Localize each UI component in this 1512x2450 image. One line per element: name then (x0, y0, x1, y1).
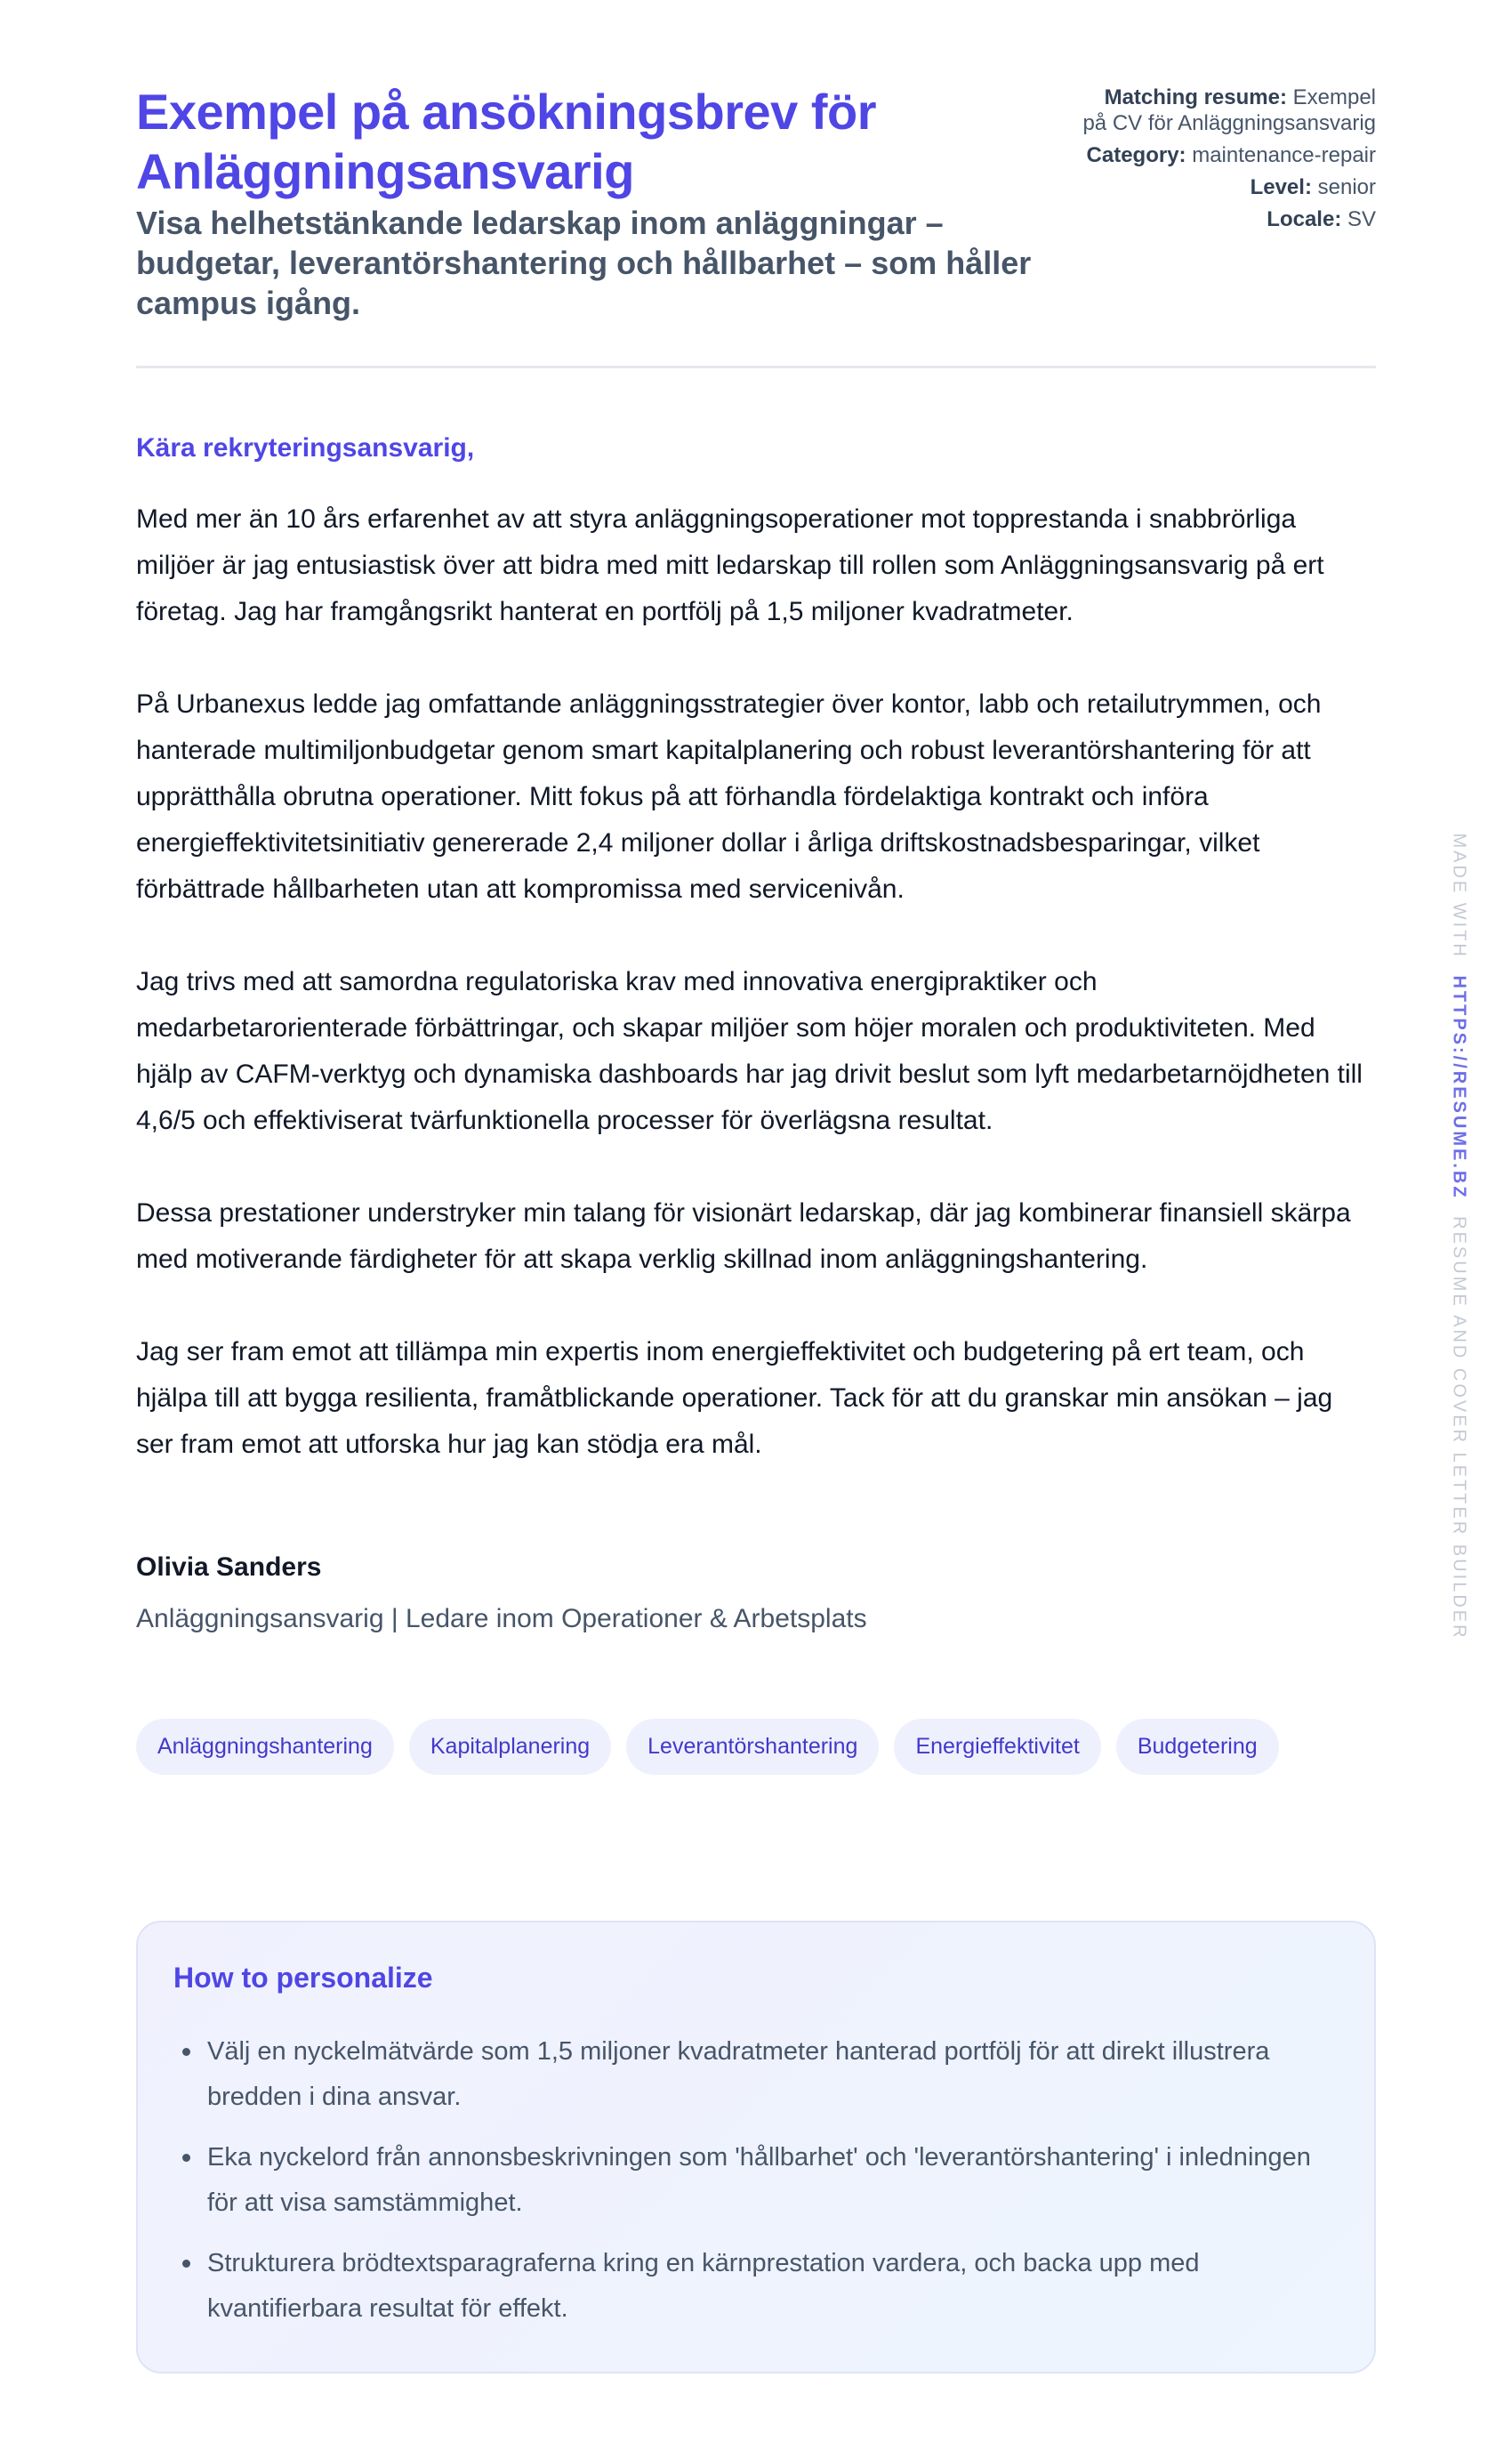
skill-tag: Anläggningshantering (136, 1719, 394, 1775)
meta-panel (1082, 85, 1376, 238)
watermark-prefix: MADE WITH (1449, 833, 1469, 959)
meta-label: Locale: (1267, 207, 1342, 231)
tips-item (207, 2029, 1339, 2120)
bullet-icon (182, 2154, 190, 2162)
meta-label: Matching resume: (1104, 85, 1287, 109)
meta-value: SV (1347, 207, 1376, 231)
signature-block (136, 1550, 1376, 1637)
meta-locale (1082, 206, 1376, 232)
tips-item (207, 2241, 1339, 2332)
meta-matching-resume (1082, 85, 1376, 136)
header-left (136, 82, 1061, 323)
watermark-link[interactable]: HTTPS://RESUME.BZ (1449, 975, 1469, 1200)
skill-tag: Budgetering (1116, 1719, 1279, 1775)
meta-label: Level: (1250, 175, 1312, 199)
letter-paragraph: Med mer än 10 års erfarenhet av att styra anläggningsoperationer mot topprestanda i snabbrörliga miljöer är jag entusiastisk över att bidra med mitt ledarskap till rollen som Anläggningsansvarig på ert företag. Jag har framgångsrikt hanterat en portfölj på 1,5 miljoner kvadratmeter. (136, 504, 1324, 626)
page-header (136, 0, 1376, 321)
skill-tag: Energieffektivitet (894, 1719, 1100, 1775)
letter-body (136, 431, 1376, 1775)
tips-item-text: Eka nyckelord från annonsbeskrivningen som 'hållbarhet' och 'leverantörshantering' i inledningen för att visa samstämmighet. (207, 2143, 1311, 2217)
bullet-icon (182, 2048, 190, 2056)
meta-category (1082, 142, 1376, 168)
meta-label: Category: (1086, 143, 1186, 167)
cover-letter-page (136, 0, 1376, 2323)
letter-paragraph: På Urbanexus ledde jag omfattande anläggningsstrategier över kontor, labb och retailutrymmen, och hanterade multimiljonbudgetar genom smart kapitalplanering och robust leverantörshantering för att upprätthålla obrutna operationer. Mitt fokus på att förhandla fördelaktiga kontrakt och införa energieffektivitetsinitiativ genererade 2,4 miljoner dollar i årliga driftskostnadsbesparingar, vilket förbättrade hållbarheten utan att kompromissa med servicenivån. (136, 689, 1322, 904)
letter-paragraph: Dessa prestationer understryker min talang för visionärt ledarskap, där jag kombinerar finansiell skärpa med motiverande färdigheter för att skapa verklig skillnad inom anläggningshantering. (136, 1198, 1351, 1274)
header-divider (136, 366, 1376, 368)
meta-level (1082, 174, 1376, 200)
tips-title: How to personalize (173, 1962, 433, 1994)
letter-paragraph: Jag trivs med att samordna regulatoriska krav med innovativa energipraktiker och medarbetarorienterade förbättringar, och skapar miljöer som höjer moralen och produktiviteten. Med hjälp av CAFM-verktyg och dynamiska dashboards har jag drivit beslut som lyft medarbetarnöjdheten till 4,6/5 och effektiviserat tvärfunktionella processer för överlägsna resultat. (136, 967, 1363, 1135)
page-title: Exempel på ansökningsbrev för Anläggningsansvarig (136, 84, 876, 199)
skill-tag: Leverantörshantering (626, 1719, 879, 1775)
skill-tag: Kapitalplanering (409, 1719, 611, 1775)
skill-tags (136, 1719, 1376, 1775)
personalize-tips-box (136, 1921, 1376, 2373)
page-subtitle: Visa helhetstänkande ledarskap inom anläggningar – budgetar, leverantörshantering och hållbarhet – som håller campus igång. (136, 205, 1032, 321)
tips-item-text: Välj en nyckelmätvärde som 1,5 miljoner kvadratmeter hanterad portfölj för att direkt illustrera bredden i dina ansvar. (207, 2037, 1270, 2111)
signature-title: Anläggningsansvarig | Ledare inom Operationer & Arbetsplats (136, 1604, 867, 1633)
letter-greeting: Kära rekryteringsansvarig, (136, 433, 475, 463)
bullet-icon (182, 2260, 190, 2268)
letter-paragraph: Jag ser fram emot att tillämpa min expertis inom energieffektivitet och budgetering på ert team, och hjälpa till att bygga resilienta, framåtblickande operationer. Tack för att du granskar min ansökan – jag ser fram emot att utforska hur jag kan stödja era mål. (136, 1337, 1333, 1459)
meta-value: maintenance-repair (1192, 143, 1376, 167)
tips-item-text: Strukturera brödtextsparagraferna kring en kärnprestation vardera, och backa upp med kvantifierbara resultat för effekt. (207, 2249, 1200, 2323)
signature-name: Olivia Sanders (136, 1552, 322, 1582)
tips-item (207, 2135, 1339, 2226)
watermark-suffix: RESUME AND COVER LETTER BUILDER (1449, 1216, 1469, 1640)
watermark (1449, 833, 1469, 1640)
meta-value: Exempel på CV för Anläggningsansvarig (1082, 85, 1376, 135)
tips-list (173, 2029, 1339, 2332)
meta-value: senior (1317, 175, 1376, 199)
